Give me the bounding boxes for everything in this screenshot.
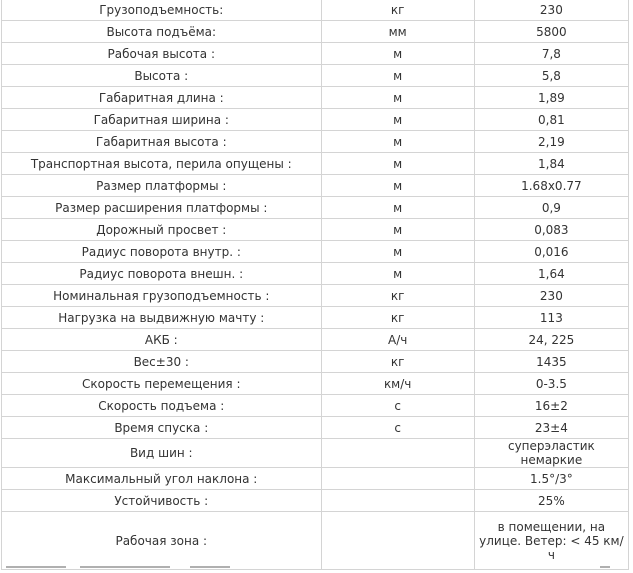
table-row [2,87,629,109]
param-value: 0,083 [474,219,628,241]
table-row [2,395,629,417]
param-value: 1.5°/3° [474,468,628,490]
param-value: 0-3.5 [474,373,628,395]
param-name: Вес±30 : [2,351,322,373]
param-value: в помещении, на улице. Ветер: < 45 км/ч [474,512,628,570]
param-name: Нагрузка на выдвижную мачту : [2,307,322,329]
param-value: 1,84 [474,153,628,175]
param-value: 230 [474,0,628,21]
param-unit [321,490,474,512]
param-value: 2,19 [474,131,628,153]
param-value: 0,81 [474,109,628,131]
text-fragment [80,566,170,568]
param-name: Транспортная высота, перила опущены : [2,153,322,175]
param-name: Габаритная длина : [2,87,322,109]
table-row [2,307,629,329]
text-fragment [190,566,230,568]
param-name: Высота : [2,65,322,87]
table-row [2,285,629,307]
table-row [2,439,629,468]
table-row [2,219,629,241]
param-unit: м [321,263,474,285]
param-unit: м [321,153,474,175]
param-unit: м [321,197,474,219]
text-fragment [6,566,66,568]
table-row [2,241,629,263]
param-name: Грузоподъемность: [2,0,322,21]
param-name: Устойчивость : [2,490,322,512]
table-row [2,197,629,219]
param-unit [321,439,474,468]
param-name: Максимальный угол наклона : [2,468,322,490]
param-value: 1.68x0.77 [474,175,628,197]
param-name: Радиус поворота внутр. : [2,241,322,263]
param-value: 7,8 [474,43,628,65]
param-unit [321,468,474,490]
param-value: 113 [474,307,628,329]
param-unit: м [321,43,474,65]
param-unit: м [321,219,474,241]
param-name: Скорость перемещения : [2,373,322,395]
param-value: 5800 [474,21,628,43]
table-row [2,490,629,512]
param-value: 23±4 [474,417,628,439]
param-value: 1,64 [474,263,628,285]
table-row [2,131,629,153]
param-value: суперэластик немаркие [474,439,628,468]
table-row [2,109,629,131]
param-name: Дорожный просвет : [2,219,322,241]
table-row [2,512,629,570]
param-unit: кг [321,351,474,373]
param-unit: м [321,175,474,197]
param-unit: кг [321,307,474,329]
text-fragment [600,566,610,568]
table-row [2,373,629,395]
param-name: Вид шин : [2,439,322,468]
param-name: Рабочая зона : [2,512,322,570]
table-row [2,43,629,65]
param-unit: м [321,87,474,109]
param-name: Габаритная высота : [2,131,322,153]
table-row [2,153,629,175]
table-row [2,0,629,21]
param-value: 0,016 [474,241,628,263]
param-unit: мм [321,21,474,43]
param-name: Скорость подъема : [2,395,322,417]
param-name: Радиус поворота внешн. : [2,263,322,285]
param-name: Габаритная ширина : [2,109,322,131]
param-name: Размер расширения платформы : [2,197,322,219]
param-unit: с [321,417,474,439]
table-row [2,417,629,439]
table-row [2,175,629,197]
param-name: Размер платформы : [2,175,322,197]
table-row [2,329,629,351]
param-value: 5,8 [474,65,628,87]
param-unit: км/ч [321,373,474,395]
param-unit: м [321,241,474,263]
table-row [2,468,629,490]
table-row [2,263,629,285]
param-unit: м [321,109,474,131]
param-unit: м [321,65,474,87]
param-unit: кг [321,0,474,21]
param-unit: м [321,131,474,153]
param-value: 1435 [474,351,628,373]
spec-table [1,0,629,570]
param-name: Время спуска : [2,417,322,439]
param-value: 230 [474,285,628,307]
param-value: 16±2 [474,395,628,417]
param-unit [321,512,474,570]
param-value: 24, 225 [474,329,628,351]
param-value: 25% [474,490,628,512]
param-name: Высота подъёма: [2,21,322,43]
table-row [2,21,629,43]
param-value: 1,89 [474,87,628,109]
param-unit: с [321,395,474,417]
param-name: Рабочая высота : [2,43,322,65]
param-unit: кг [321,285,474,307]
param-value: 0,9 [474,197,628,219]
param-name: Номинальная грузоподъемность : [2,285,322,307]
table-row [2,65,629,87]
param-name: АКБ : [2,329,322,351]
cut-off-text-line [0,566,633,573]
table-row [2,351,629,373]
param-unit: А/ч [321,329,474,351]
